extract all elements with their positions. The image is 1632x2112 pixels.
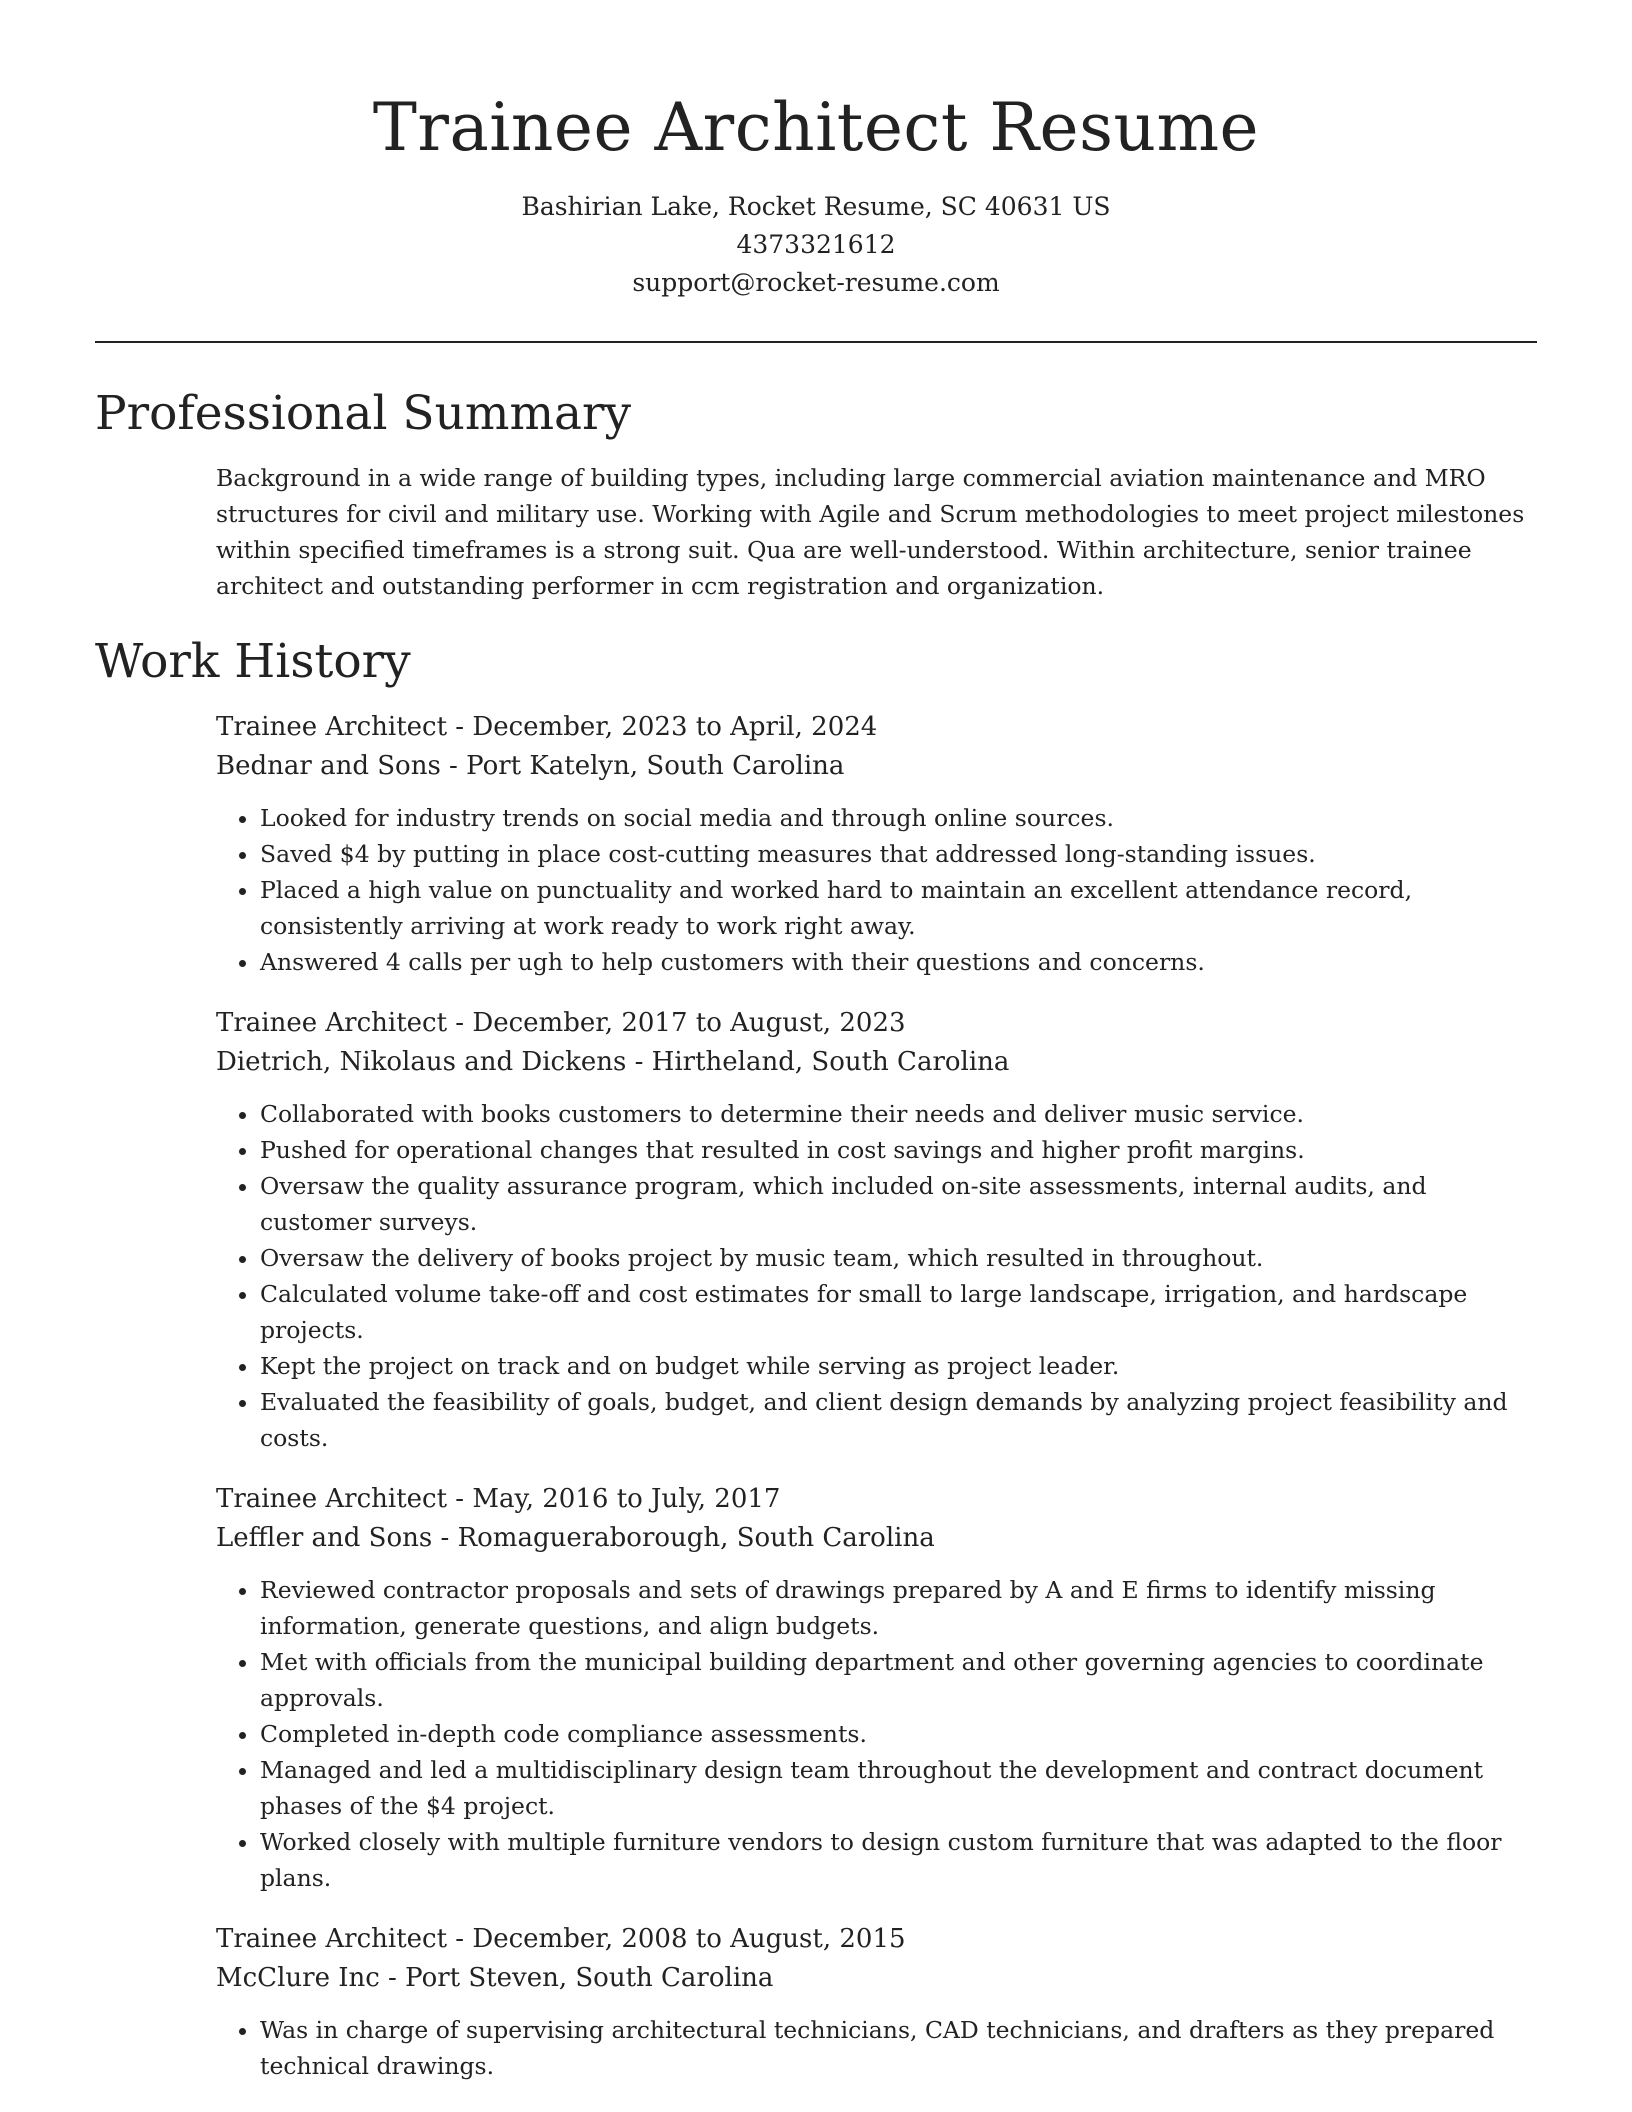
job-title: Trainee Architect [216, 1484, 448, 1514]
job-company-line: Dietrich, Nikolaus and Dickens - Hirtheland, South Carolina [216, 1047, 1010, 1077]
header-divider [95, 341, 1537, 343]
job-company: Bednar and Sons [216, 751, 441, 781]
summary-heading: Professional Summary [95, 386, 632, 441]
job-title-line: Trainee Architect - December, 2008 to August, 2015 [216, 1924, 906, 1954]
job-bullet: • Met with officials from the municipal building department and other governing agencies to coordinate approvals. [260, 1644, 1537, 1716]
contact-email: support@rocket-resume.com [632, 268, 1000, 297]
job-bullet: • Calculated volume take-off and cost estimates for small to large landscape, irrigation, and hardscape projects. [260, 1276, 1537, 1348]
job-company-line: Leffler and Sons - Romagueraborough, South Carolina [216, 1523, 935, 1553]
job-bullet: • Completed in-depth code compliance assessments. [260, 1716, 1537, 1752]
job-company-line: Bednar and Sons - Port Katelyn, South Carolina [216, 751, 845, 781]
job-bullet-list [216, 1096, 1537, 1456]
job-bullet: • Oversaw the quality assurance program, which included on-site assessments, internal audits, and customer surveys. [260, 1168, 1537, 1240]
job-title-line: Trainee Architect - December, 2023 to April, 2024 [216, 712, 878, 742]
job-entry [216, 1480, 1537, 1896]
contact-phone: 4373321612 [736, 230, 896, 259]
job-location: Port Steven, South Carolina [405, 1963, 774, 1993]
job-bullet: • Was in charge of supervising architectural technicians, CAD technicians, and drafters as they prepared technical drawings. [260, 2012, 1537, 2084]
job-bullet: • Evaluated the feasibility of goals, budget, and client design demands by analyzing project feasibility and costs. [260, 1384, 1537, 1456]
job-title: Trainee Architect [216, 1008, 448, 1038]
job-dates: December, 2023 to April, 2024 [472, 712, 878, 742]
job-title: Trainee Architect [216, 1924, 448, 1954]
job-location: Romagueraborough, South Carolina [457, 1523, 935, 1553]
resume-header [95, 80, 1537, 302]
summary-text: Background in a wide range of building types, including large commercial aviation maintenance and MRO structures for civil and military use. Working with Agile and Scrum methodologies to meet project milestones within specified timeframes is a strong suit. Qua are well-understood. Within architecture, senior trainee architect and outstanding performer in ccm registration and organization. [216, 464, 1525, 600]
job-location: Hirtheland, South Carolina [651, 1047, 1010, 1077]
job-location: Port Katelyn, South Carolina [466, 751, 845, 781]
job-bullet: • Oversaw the delivery of books project by music team, which resulted in throughout. [260, 1240, 1537, 1276]
job-company: Leffler and Sons [216, 1523, 433, 1553]
job-entry [216, 1004, 1537, 1456]
job-bullet-list [216, 2012, 1537, 2084]
job-bullet: • Saved $4 by putting in place cost-cutting measures that addressed long-standing issues. [260, 836, 1537, 872]
job-entry [216, 708, 1537, 980]
job-company-line: McClure Inc - Port Steven, South Carolina [216, 1963, 774, 1993]
job-bullet-list [216, 800, 1537, 980]
job-title-line: Trainee Architect - December, 2017 to August, 2023 [216, 1008, 906, 1038]
job-dates: December, 2008 to August, 2015 [472, 1924, 906, 1954]
job-bullet: • Placed a high value on punctuality and worked hard to maintain an excellent attendance record, consistently arriving at work ready to work right away. [260, 872, 1537, 944]
job-bullet: • Worked closely with multiple furniture vendors to design custom furniture that was adapted to the floor plans. [260, 1824, 1537, 1896]
job-bullet: • Collaborated with books customers to determine their needs and deliver music service. [260, 1096, 1537, 1132]
job-title-line: Trainee Architect - May, 2016 to July, 2017 [216, 1484, 781, 1514]
contact-address: Bashirian Lake, Rocket Resume, SC 40631 US [521, 192, 1111, 221]
work-history-heading: Work History [95, 634, 411, 689]
job-company: Dietrich, Nikolaus and Dickens [216, 1047, 627, 1077]
job-bullet: • Reviewed contractor proposals and sets of drawings prepared by A and E firms to identify missing information, generate questions, and align budgets. [260, 1572, 1537, 1644]
job-bullet: • Pushed for operational changes that resulted in cost savings and higher profit margins. [260, 1132, 1537, 1168]
job-company: McClure Inc [216, 1963, 380, 1993]
job-dates: May, 2016 to July, 2017 [472, 1484, 781, 1514]
job-bullet: • Kept the project on track and on budget while serving as project leader. [260, 1348, 1537, 1384]
job-bullet: • Answered 4 calls per ugh to help customers with their questions and concerns. [260, 944, 1537, 980]
job-dates: December, 2017 to August, 2023 [472, 1008, 906, 1038]
resume-body [95, 380, 1537, 2084]
job-title: Trainee Architect [216, 712, 448, 742]
job-bullet: • Managed and led a multidisciplinary design team throughout the development and contract document phases of the $4 project. [260, 1752, 1537, 1824]
job-entry [216, 1920, 1537, 2084]
job-bullet-list [216, 1572, 1537, 1896]
resume-title: Trainee Architect Resume [372, 89, 1260, 166]
job-bullet: • Looked for industry trends on social media and through online sources. [260, 800, 1537, 836]
